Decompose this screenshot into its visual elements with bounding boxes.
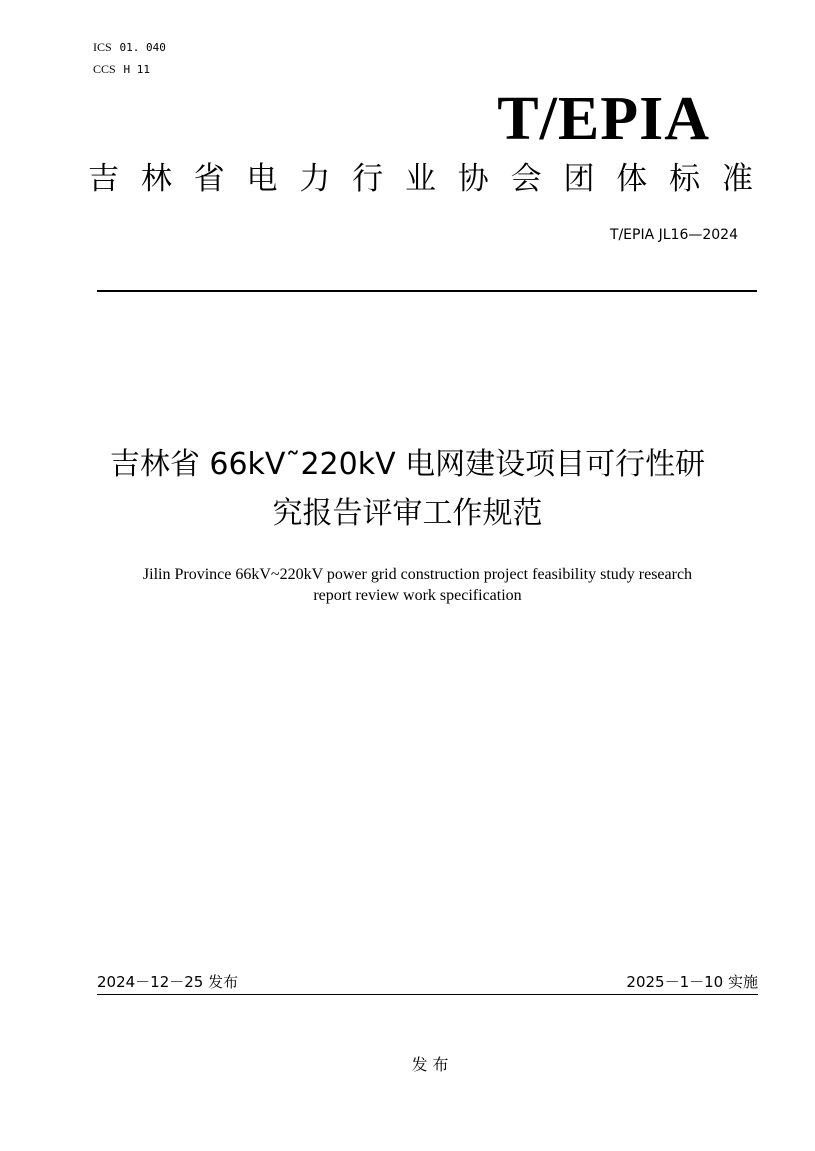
association-title-char: 协 bbox=[457, 161, 489, 197]
ccs-value: H 11 bbox=[123, 63, 151, 76]
association-title-char: 省 bbox=[193, 161, 225, 197]
ics-value: 01. 040 bbox=[119, 41, 166, 54]
implementation-date: 2025－1－10 实施 bbox=[626, 973, 758, 991]
standard-number: T/EPIA JL16—2024 bbox=[609, 227, 738, 243]
association-title-char: 电 bbox=[246, 161, 278, 197]
footer-divider bbox=[97, 994, 758, 995]
ccs-classification bbox=[93, 62, 150, 77]
association-title-char: 业 bbox=[404, 161, 436, 197]
ccs-label: CCS bbox=[93, 62, 116, 76]
association-title-char: 标 bbox=[669, 161, 701, 197]
standard-mark: T/EPIA bbox=[497, 85, 710, 153]
association-title-char: 吉 bbox=[88, 161, 119, 197]
ics-classification bbox=[93, 40, 166, 55]
association-title-char: 准 bbox=[721, 161, 753, 197]
english-title-line-2: report review work specification bbox=[313, 587, 522, 604]
association-standard-title bbox=[88, 155, 753, 203]
document-title-line-2: 究报告评审工作规范 bbox=[272, 496, 543, 531]
association-title-char: 林 bbox=[140, 161, 172, 197]
header-divider bbox=[97, 290, 757, 292]
ics-label: ICS bbox=[93, 40, 112, 54]
association-title-char: 会 bbox=[510, 161, 542, 197]
association-title-char: 行 bbox=[352, 161, 384, 197]
document-title-line-1: 吉林省 66kV˜220kV 电网建设项目可行性研 bbox=[109, 447, 706, 482]
association-title-char: 体 bbox=[616, 161, 648, 197]
issuer-label: 发 布 bbox=[411, 1055, 449, 1074]
association-title-char: 力 bbox=[299, 161, 331, 197]
english-title-line-1: Jilin Province 66kV~220kV power grid construction project feasibility study research bbox=[142, 566, 693, 583]
publish-date: 2024－12－25 发布 bbox=[97, 973, 239, 991]
association-title-char: 团 bbox=[563, 161, 595, 197]
